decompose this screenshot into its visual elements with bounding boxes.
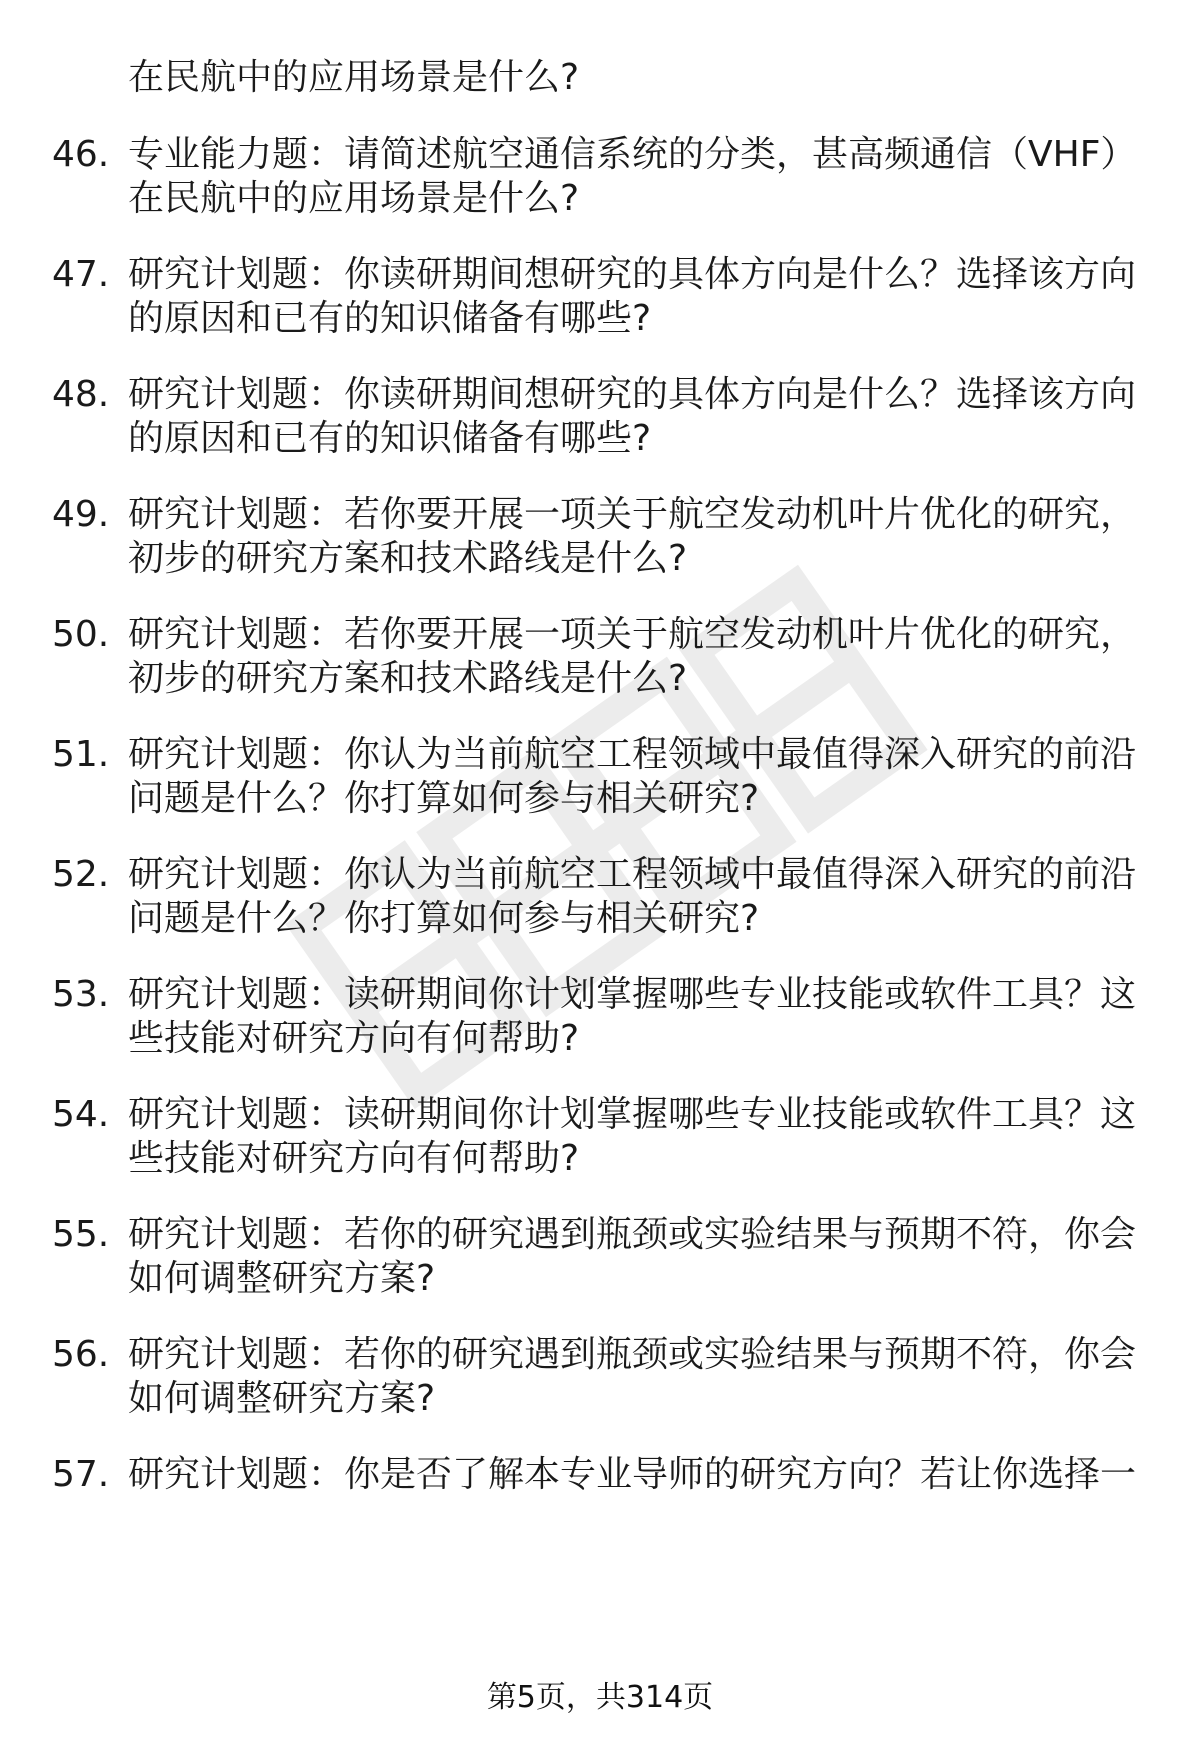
item-text-line1: 研究计划题：你读研期间想研究的具体方向是什么？选择该方向 <box>128 374 1137 415</box>
item-number: 46. <box>52 134 110 175</box>
page-footer: 第5页，共314页 <box>486 1680 714 1715</box>
item-number: 55. <box>52 1214 110 1255</box>
item-number: 47. <box>52 254 110 295</box>
item-text-line1: 研究计划题：你是否了解本专业导师的研究方向？若让你选择一 <box>128 1454 1137 1495</box>
item-text-line2: 些技能对研究方向有何帮助? <box>128 1138 580 1179</box>
item-text-line1: 研究计划题：若你的研究遇到瓶颈或实验结果与预期不符，你会 <box>128 1214 1137 1255</box>
item-number: 51. <box>52 734 110 775</box>
item-text-line1: 专业能力题：请简述航空通信系统的分类，甚高频通信（VHF） <box>128 134 1137 175</box>
item-number: 53. <box>52 974 110 1015</box>
item-text-line1: 研究计划题：读研期间你计划掌握哪些专业技能或软件工具？这 <box>128 974 1137 1015</box>
item-text-line2: 初步的研究方案和技术路线是什么? <box>128 538 688 579</box>
item-text-line2: 如何调整研究方案? <box>128 1258 436 1299</box>
item-number: 57. <box>52 1454 110 1495</box>
item-number: 49. <box>52 494 110 535</box>
item-text-line1: 研究计划题：若你的研究遇到瓶颈或实验结果与预期不符，你会 <box>128 1334 1137 1375</box>
item-text-line2: 初步的研究方案和技术路线是什么? <box>128 658 688 699</box>
item-text-line2: 的原因和已有的知识储备有哪些? <box>128 418 652 459</box>
item-text-line2: 些技能对研究方向有何帮助? <box>128 1018 580 1059</box>
item-text-line1: 研究计划题：若你要开展一项关于航空发动机叶片优化的研究， <box>128 494 1137 535</box>
item-number: 54. <box>52 1094 110 1135</box>
item-number: 50. <box>52 614 110 655</box>
item-text-line2: 如何调整研究方案? <box>128 1378 436 1419</box>
item-text-line2: 问题是什么？你打算如何参与相关研究? <box>128 898 760 939</box>
item-text-line2: 问题是什么？你打算如何参与相关研究? <box>128 778 760 819</box>
item-text-line2: 在民航中的应用场景是什么? <box>128 178 580 219</box>
item-text-line1: 研究计划题：你读研期间想研究的具体方向是什么？选择该方向 <box>128 254 1137 295</box>
item-text-line1: 研究计划题：你认为当前航空工程领域中最值得深入研究的前沿 <box>128 734 1137 775</box>
item-number: 48. <box>52 374 110 415</box>
item-text-line1: 研究计划题：若你要开展一项关于航空发动机叶片优化的研究， <box>128 614 1137 655</box>
continuation-text: 在民航中的应用场景是什么? <box>128 57 580 98</box>
item-text-line2: 的原因和已有的知识储备有哪些? <box>128 298 652 339</box>
item-number: 56. <box>52 1334 110 1375</box>
item-text-line1: 研究计划题：读研期间你计划掌握哪些专业技能或软件工具？这 <box>128 1094 1137 1135</box>
item-number: 52. <box>52 854 110 895</box>
item-text-line1: 研究计划题：你认为当前航空工程领域中最值得深入研究的前沿 <box>128 854 1137 895</box>
